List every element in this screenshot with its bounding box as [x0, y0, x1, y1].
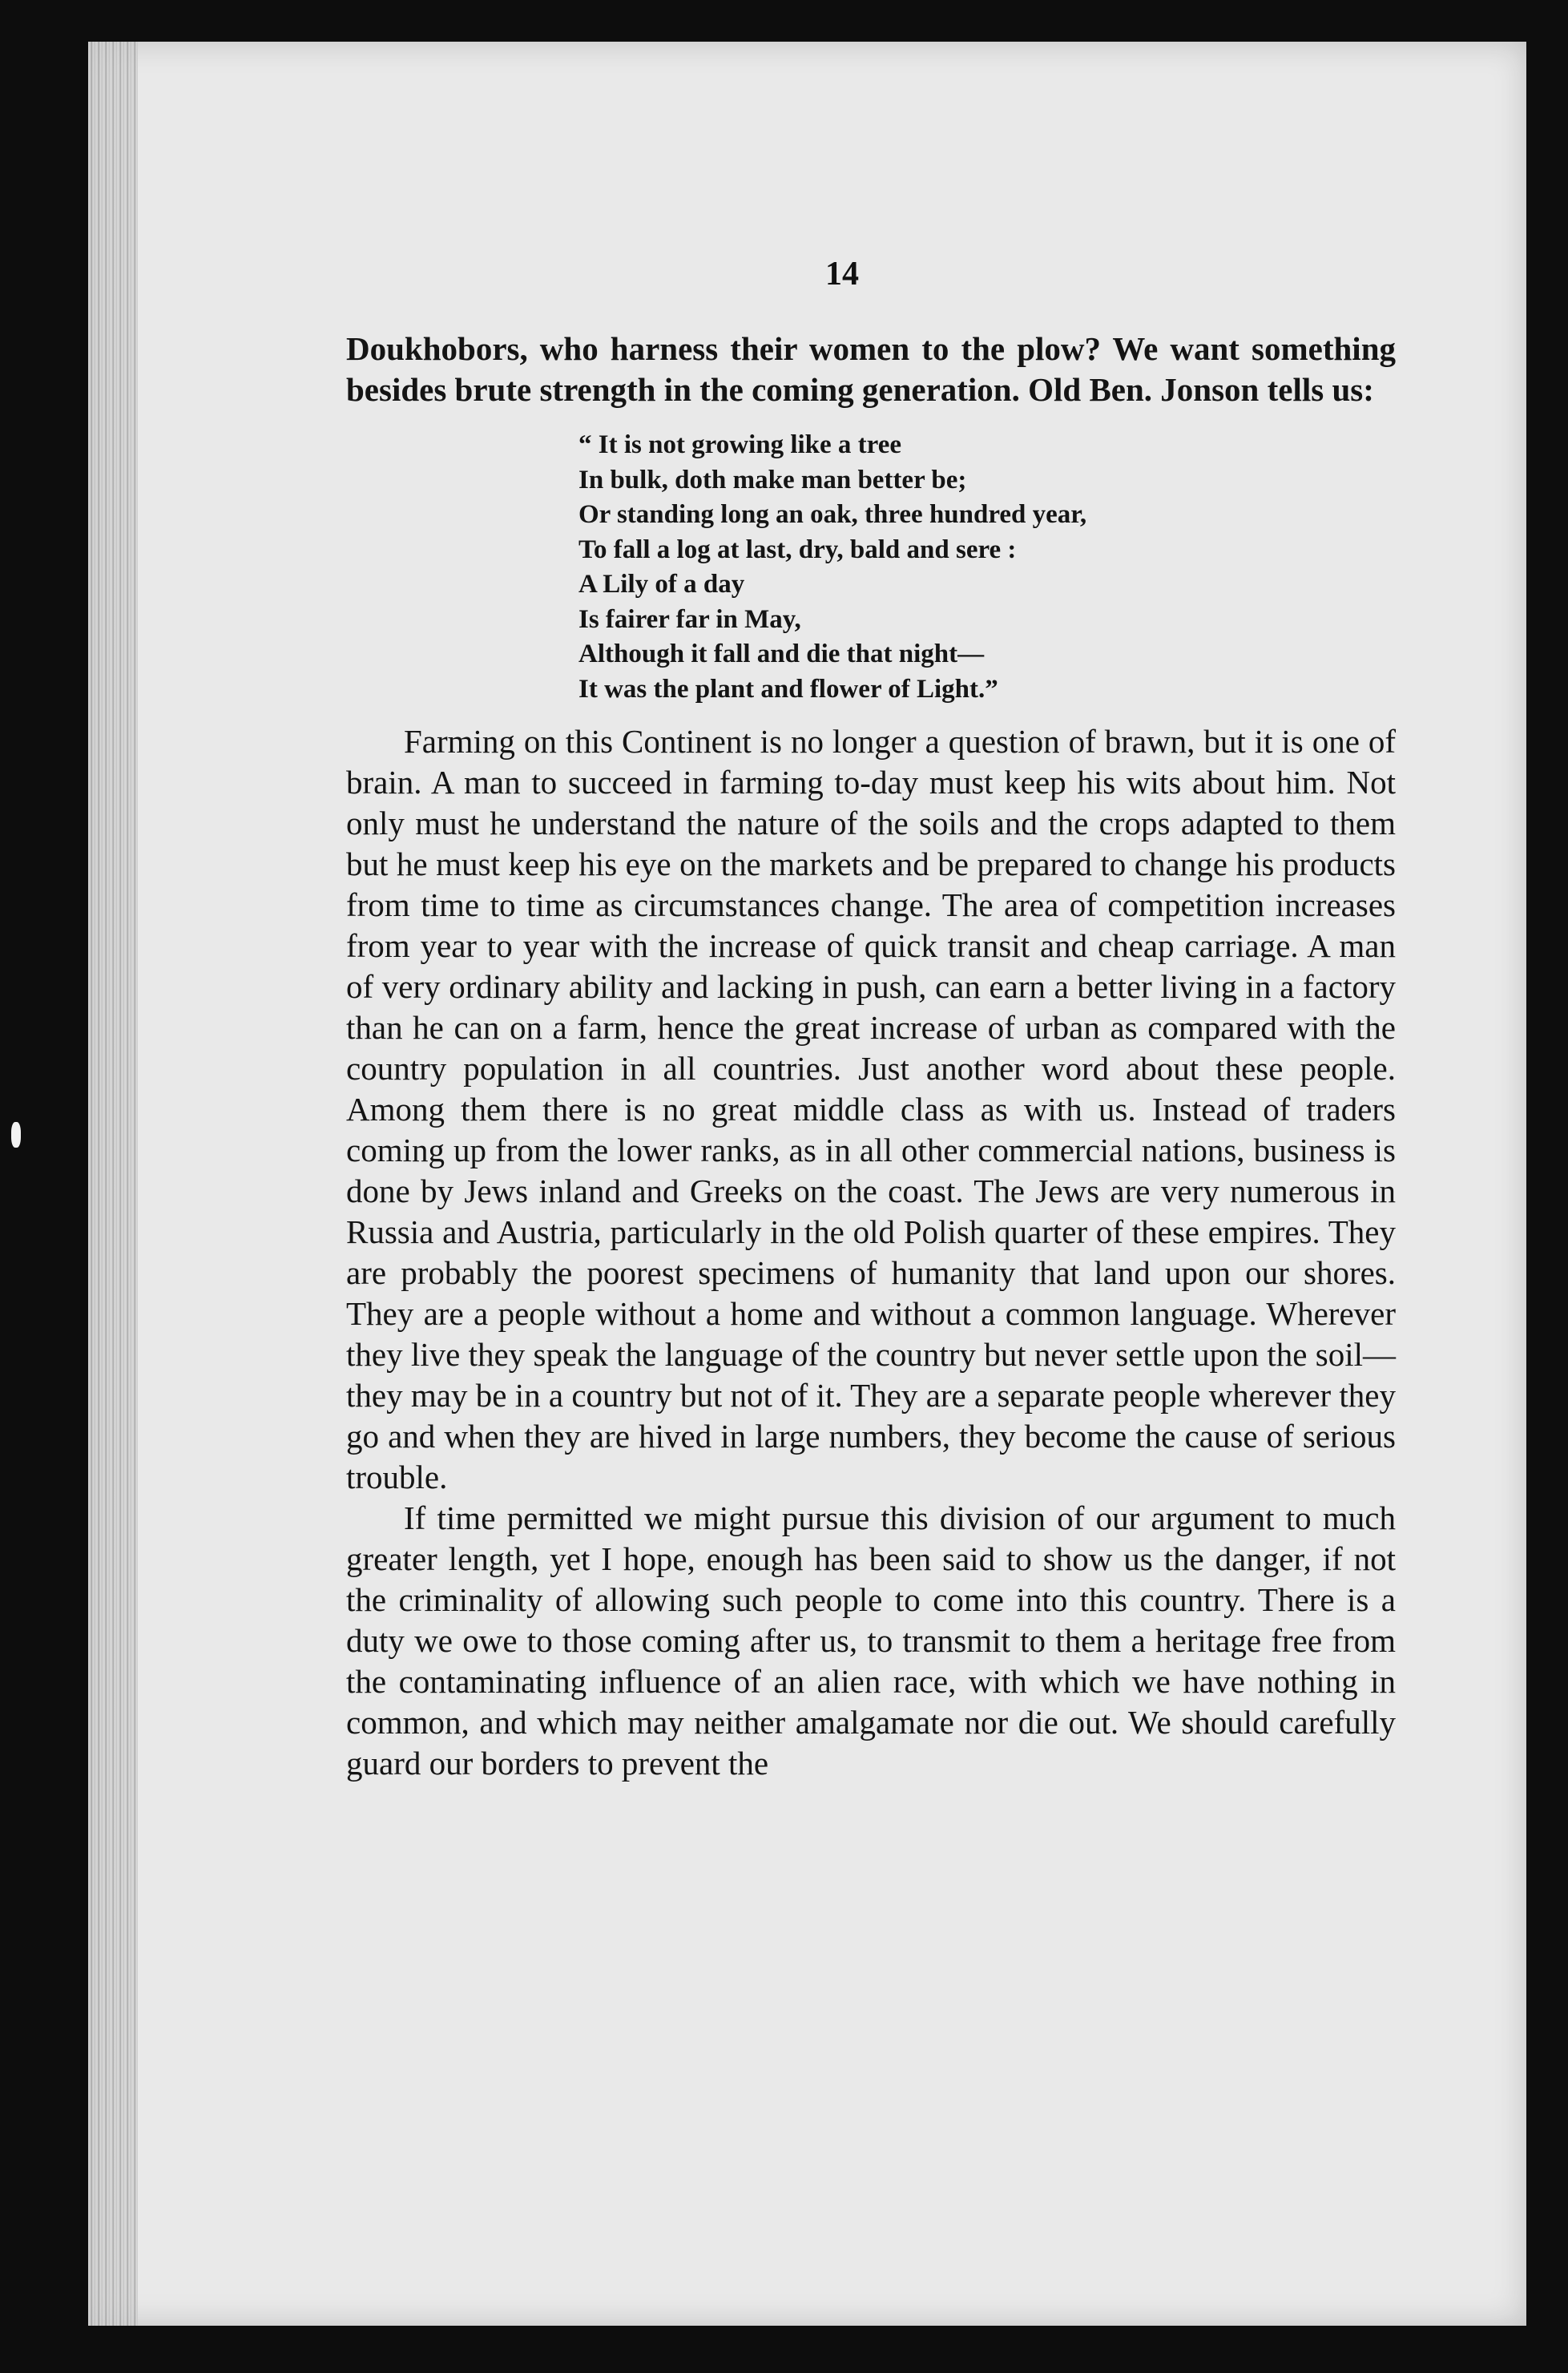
intro-paragraph: Doukhobors, who harness their women to the plow? We want something besides brute strength in the coming generation. Old Ben. Jonson tells us:	[346, 330, 1396, 408]
poem-line: A Lily of a day	[578, 570, 745, 599]
poem-line: In bulk, doth make man better be;	[578, 465, 967, 494]
body-paragraph-argument: If time permitted we might pursue this division of our argument to much greater length, yet I hope, enough has been said to show us the danger, if not the criminality of allowing such people to come into this country. There is a duty we owe to those coming after us, to transmit to them a heritage free from the contaminating influence of an alien race, with which we have nothing in common, and which may neither amalgamate nor die out. We should carefully guard our borders to prevent the	[346, 1499, 1396, 1782]
page-binding-edge	[88, 42, 138, 2326]
poem-line: To fall a log at last, dry, bald and sere :	[578, 535, 1017, 564]
poem-line: Or standing long an oak, three hundred year,	[578, 500, 1087, 529]
body-paragraph-farming: Farming on this Continent is no longer a question of brawn, but it is one of brain. A man to succeed in farming to-day must keep his wits about him. Not only must he understand the nature of the soils and the crops adapted to them but he must keep his eye on the markets and be prepared to change his products from time to time as circumstances change. The area of competition increases from year to year with the increase of quick transit and cheap carriage. A man of very ordinary ability and lacking in push, can earn a better living in a factory than he can on a farm, hence the great increase of urban as compared with the country population in all countries. Just another word about these people. Among them there is no great middle class as with us. Instead of traders coming up from the lower ranks, as in all other commercial nations, business is done by Jews inland and Greeks on the coast. The Jews are very numerous in Russia and Austria, particularly in the old Polish quarter of these empires. They are probably the poorest specimens of humanity that land upon our shores. They are a people without a home and without a common language. Wherever they live they speak the language of the country but never settle upon the soil—they may be in a country but not of it. They are a separate people wherever they go and when they are hived in large numbers, they become the cause of serious trouble.	[346, 723, 1396, 1495]
page-number: 14	[825, 256, 859, 293]
scan-margin-mark	[11, 1122, 21, 1148]
poem-line: Is fairer far in May,	[578, 604, 801, 634]
poem-line: Although it fall and die that night—	[578, 640, 985, 668]
poem-line: It was the plant and flower of Light.”	[578, 674, 998, 704]
page-text	[346, 329, 1396, 1784]
poem-line: “ It is not growing like a tree	[578, 430, 902, 459]
quoted-poem	[578, 428, 1396, 707]
